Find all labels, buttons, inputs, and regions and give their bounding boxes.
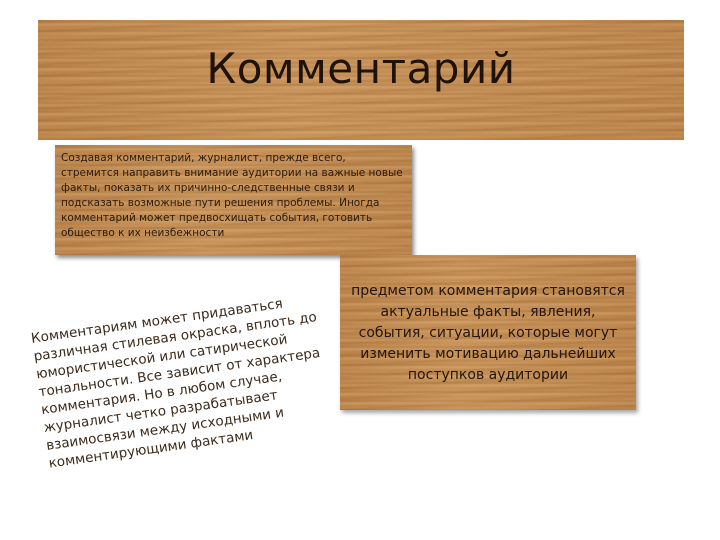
subject-text: предметом комментария становятся актуальные факты, явления, события, ситуации, которые могут изменить мотивацию дальнейших поступков аудитории (351, 283, 625, 383)
style-note-text: Комментариям может придаваться различная стилевая окраска, вплоть до юмористической или сатирической тональности. Все зависит от характера комментария. Но в любом случае, журналист четко разрабатывает взаимосвязи между исходными и комментирующими фактами (30, 295, 322, 472)
title-panel (38, 20, 684, 140)
slide-title: Комментарий (206, 44, 516, 93)
definition-panel (55, 145, 412, 255)
subject-panel (340, 255, 636, 410)
definition-text: Создавая комментарий, журналист, прежде всего, стремится направить внимание аудитории на важные новые факты, показать их причинно-следственные связи и подсказать возможные пути решения проблемы. Иногда комментарий может предвосхищать события, готовить общество к их неизбежности (61, 152, 403, 239)
